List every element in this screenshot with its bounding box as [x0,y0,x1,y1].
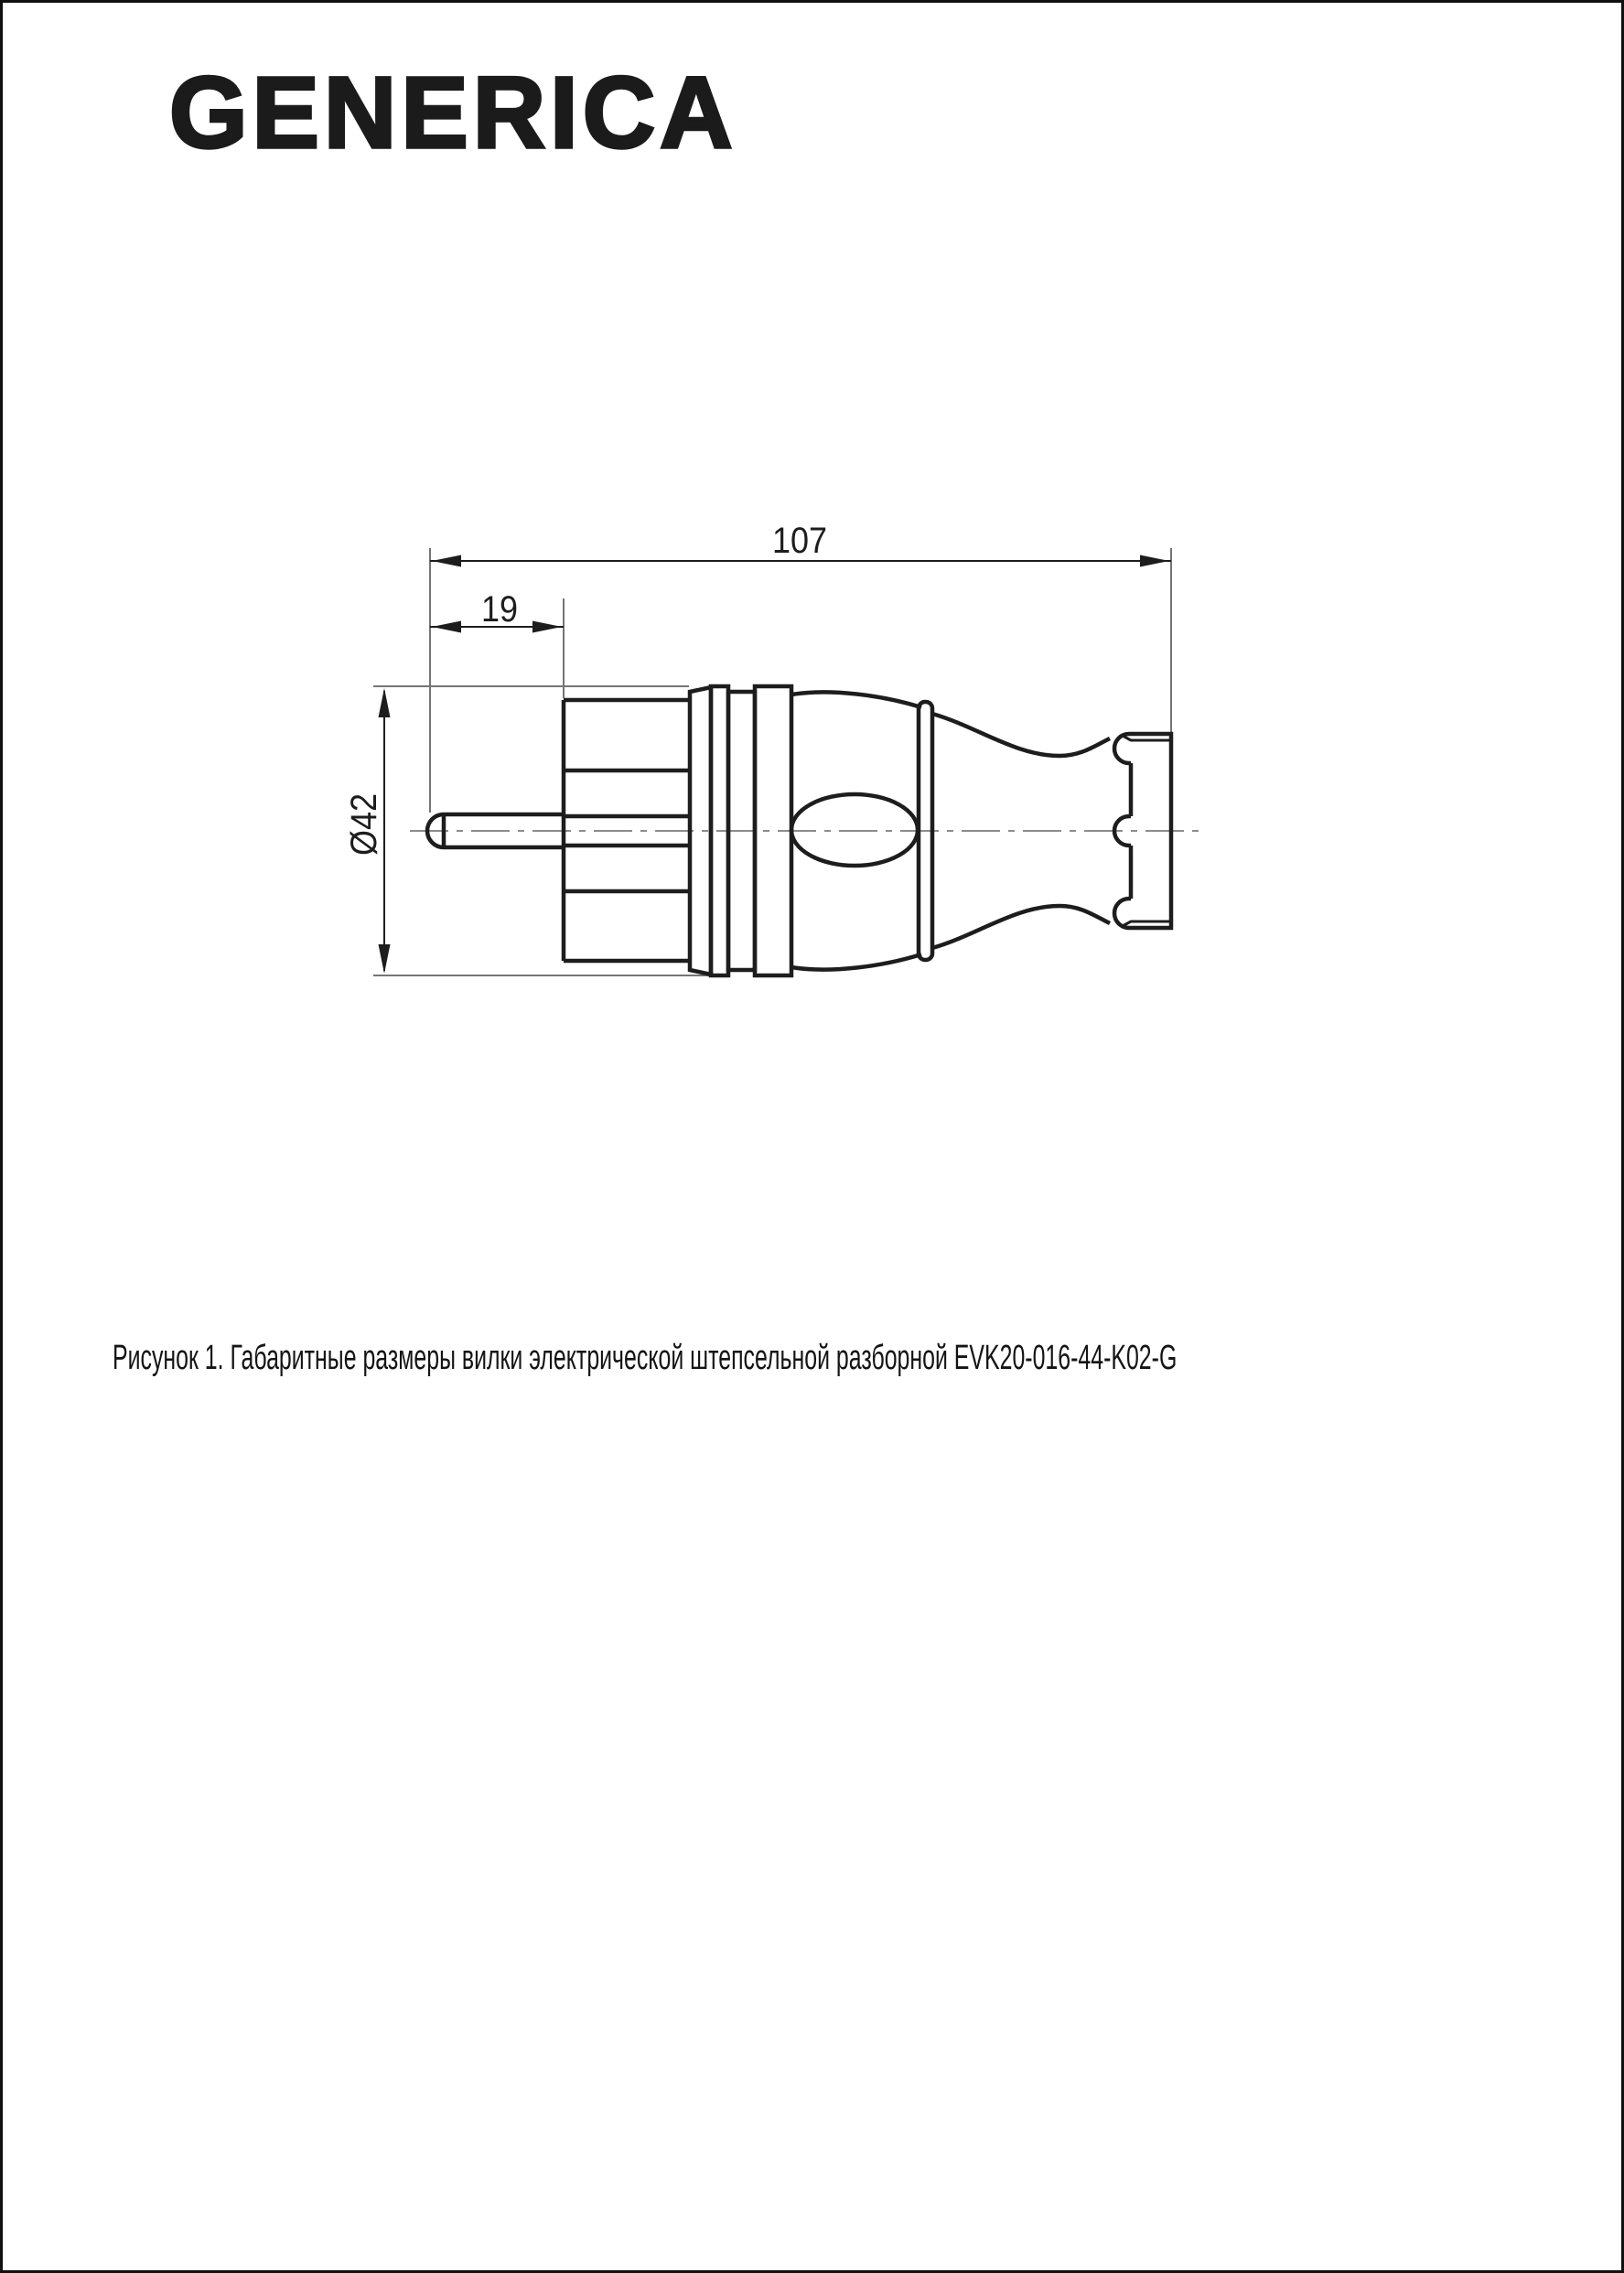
neck [932,714,1110,948]
dimension-label-pin-length: 19 [480,589,519,630]
figure-caption [113,1337,1624,1381]
dimension-label-body-diameter: Ø42 [344,792,384,856]
arrowhead-up [379,688,391,717]
plug-dimension-drawing [3,3,1624,2273]
brand-logo: GENERICA [169,57,737,169]
arrowhead-right [532,621,562,633]
arrowhead-right [1140,555,1169,567]
arrowhead-down [379,944,391,974]
arrowhead-left [432,621,461,633]
dimension-label-overall-length: 107 [771,521,828,561]
figure-caption-text: Рисунок 1. Габаритные размеры вилки электрической штепсельной разборной EVK20-016-44-K02-G [113,1339,1178,1377]
arrowhead-left [432,555,461,567]
